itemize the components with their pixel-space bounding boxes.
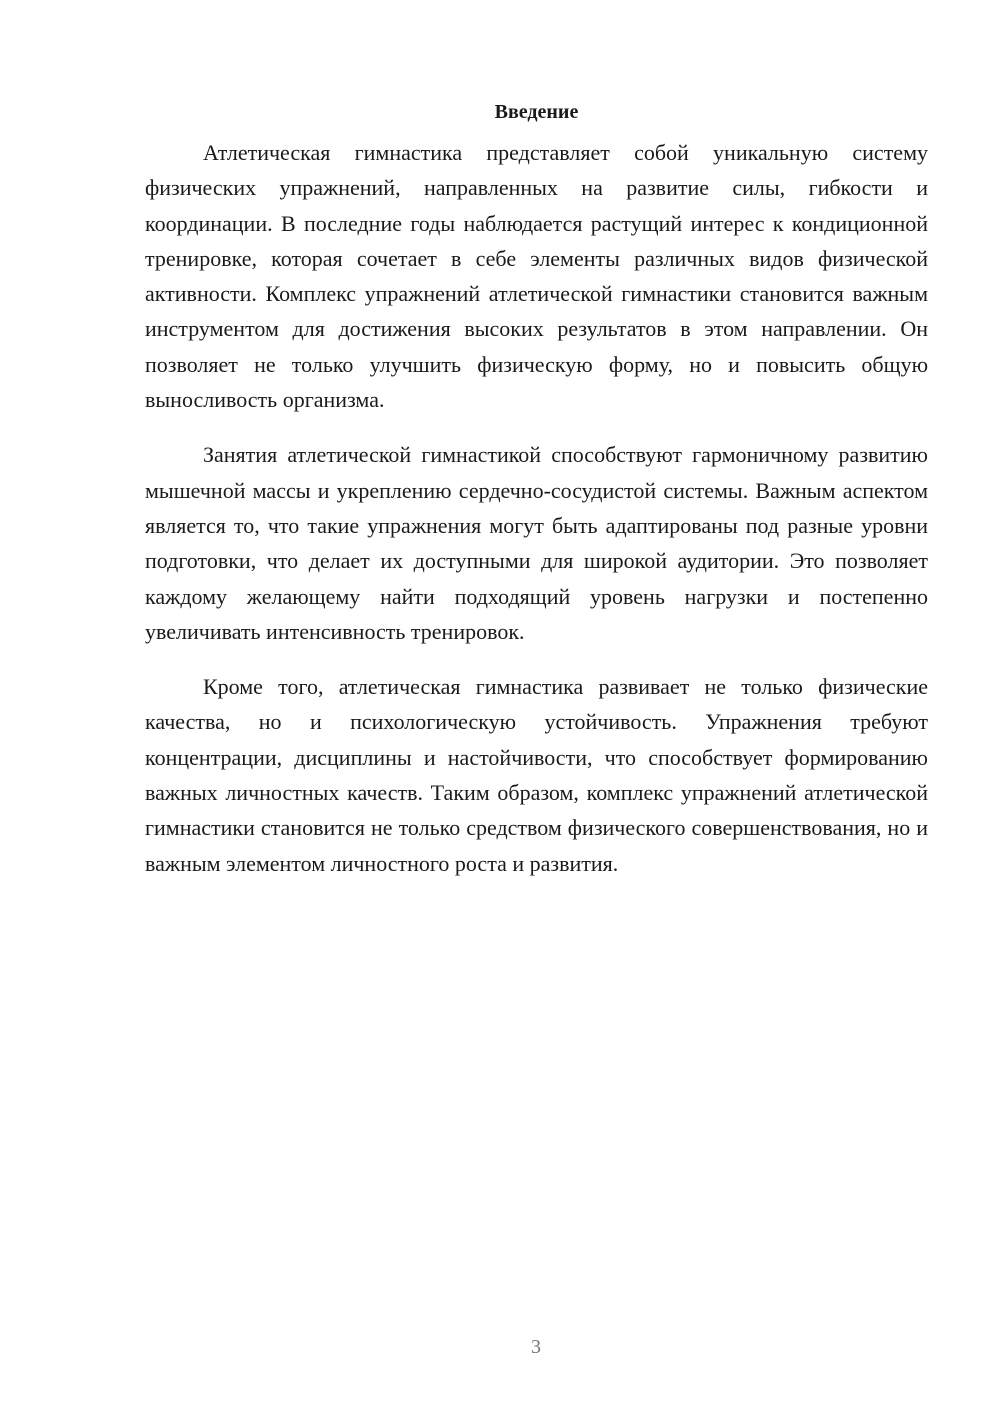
paragraph-2: Занятия атлетической гимнастикой способствуют гармоничному развитию мышечной массы и укреплению сердечно-сосудистой системы. Важным аспектом является то, что такие упражнения могут быть адаптированы под разные уровни подготовки, что делает их доступными для широкой аудитории. Это позволяет каждому желающему найти подходящий уровень нагрузки и постепенно увеличивать интенсивность тренировок. <box>145 442 928 644</box>
page-number: 3 <box>531 1336 541 1358</box>
paragraph-3: Кроме того, атлетическая гимнастика развивает не только физические качества, но и психологическую устойчивость. Упражнения требуют концентрации, дисциплины и настойчивости, что способствует формированию важных личностных качеств. Таким образом, комплекс упражнений атлетической гимнастики становится не только средством физического совершенствования, но и важным элементом личностного роста и развития. <box>145 674 928 876</box>
paragraph-1: Атлетическая гимнастика представляет собой уникальную систему физических упражнений, направленных на развитие силы, гибкости и координации. В последние годы наблюдается растущий интерес к кондиционной тренировке, которая сочетает в себе элементы различных видов физической активности. Комплекс упражнений атлетической гимнастики становится важным инструментом для достижения высоких результатов в этом направлении. Он позволяет не только улучшить физическую форму, но и повысить общую выносливость организма. <box>145 140 928 413</box>
section-heading: Введение <box>494 101 579 123</box>
page-body <box>145 97 928 881</box>
